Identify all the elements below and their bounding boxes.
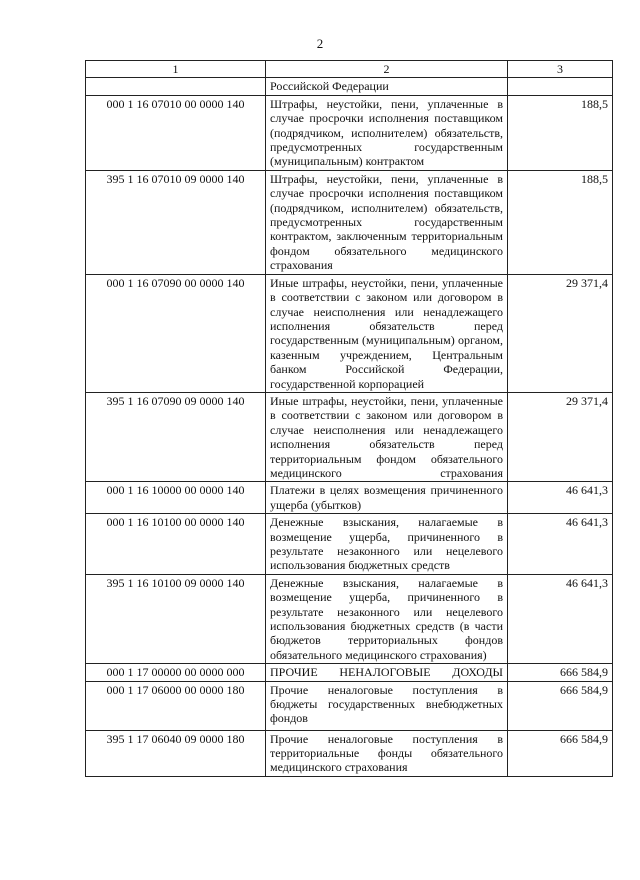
table-row <box>86 681 613 730</box>
row-name: Денежные взыскания, налагаемые в возмещение ущерба, причиненного в результате незаконного или нецелевого использования бюджетных средств (в части бюджетов территориальных фондов обязательного медицинского страхования) <box>266 574 508 663</box>
column-header-amount: 3 <box>508 61 613 78</box>
row-name: Денежные взыскания, налагаемые в возмещение ущерба, причиненного в результате незаконного или нецелевого использования бюджетных средств <box>266 514 508 575</box>
page-number: 2 <box>316 36 324 51</box>
table-row <box>86 730 613 776</box>
column-header-name: 2 <box>266 61 508 78</box>
row-code: 000 1 17 06000 00 0000 180 <box>86 681 266 730</box>
row-amount: 188,5 <box>508 95 613 170</box>
table-header-row <box>86 61 613 78</box>
row-code: 000 1 16 10100 00 0000 140 <box>86 514 266 575</box>
row-amount: 29 371,4 <box>508 274 613 392</box>
row-amount: 46 641,3 <box>508 574 613 663</box>
row-name: ПРОЧИЕ НЕНАЛОГОВЫЕ ДОХОДЫ <box>266 664 508 681</box>
row-code: 000 1 17 00000 00 0000 000 <box>86 664 266 681</box>
table-row <box>86 78 613 95</box>
row-code: 395 1 16 07090 09 0000 140 <box>86 392 266 481</box>
row-name: Российской Федерации <box>266 78 508 95</box>
table-row <box>86 482 613 514</box>
row-code: 000 1 16 07090 00 0000 140 <box>86 274 266 392</box>
table-row <box>86 574 613 663</box>
row-amount: 666 584,9 <box>508 681 613 730</box>
row-code <box>86 78 266 95</box>
row-amount <box>508 78 613 95</box>
table-row <box>86 392 613 481</box>
row-name: Штрафы, неустойки, пени, уплаченные в случае просрочки исполнения поставщиком (подрядчиком, исполнителем) обязательств, предусмотренных государственным (муниципальным) контрактом <box>266 95 508 170</box>
row-amount: 666 584,9 <box>508 730 613 776</box>
row-name: Платежи в целях возмещения причиненного ущерба (убытков) <box>266 482 508 514</box>
row-code: 395 1 16 07010 09 0000 140 <box>86 170 266 274</box>
row-amount: 29 371,4 <box>508 392 613 481</box>
row-amount: 188,5 <box>508 170 613 274</box>
row-code: 000 1 16 10000 00 0000 140 <box>86 482 266 514</box>
row-name: Прочие неналоговые поступления в бюджеты государственных внебюджетных фондов <box>266 681 508 730</box>
row-code: 395 1 17 06040 09 0000 180 <box>86 730 266 776</box>
table-row <box>86 274 613 392</box>
row-name: Штрафы, неустойки, пени, уплаченные в случае просрочки исполнения поставщиком (подрядчиком, исполнителем) обязательств, предусмотренных государственным контрактом, заключенным территориальным фондом обязательного медицинского страхования <box>266 170 508 274</box>
column-header-code: 1 <box>86 61 266 78</box>
table-row <box>86 664 613 681</box>
row-name: Иные штрафы, неустойки, пени, уплаченные в соответствии с законом или договором в случае неисполнения или ненадлежащего исполнения обязательств перед территориальным фондом обязательного медицинского страхования <box>266 392 508 481</box>
row-name: Иные штрафы, неустойки, пени, уплаченные в соответствии с законом или договором в случае неисполнения или ненадлежащего исполнения обязательств перед государственным (муниципальным) органом, казенным учреждением, Центральным банком Российской Федерации, государственной корпорацией <box>266 274 508 392</box>
table-row <box>86 170 613 274</box>
table-row <box>86 95 613 170</box>
table-row <box>86 514 613 575</box>
budget-revenue-table <box>85 60 613 777</box>
row-code: 395 1 16 10100 09 0000 140 <box>86 574 266 663</box>
row-amount: 46 641,3 <box>508 514 613 575</box>
row-code: 000 1 16 07010 00 0000 140 <box>86 95 266 170</box>
row-amount: 46 641,3 <box>508 482 613 514</box>
row-amount: 666 584,9 <box>508 664 613 681</box>
row-name: Прочие неналоговые поступления в территориальные фонды обязательного медицинского страхования <box>266 730 508 776</box>
